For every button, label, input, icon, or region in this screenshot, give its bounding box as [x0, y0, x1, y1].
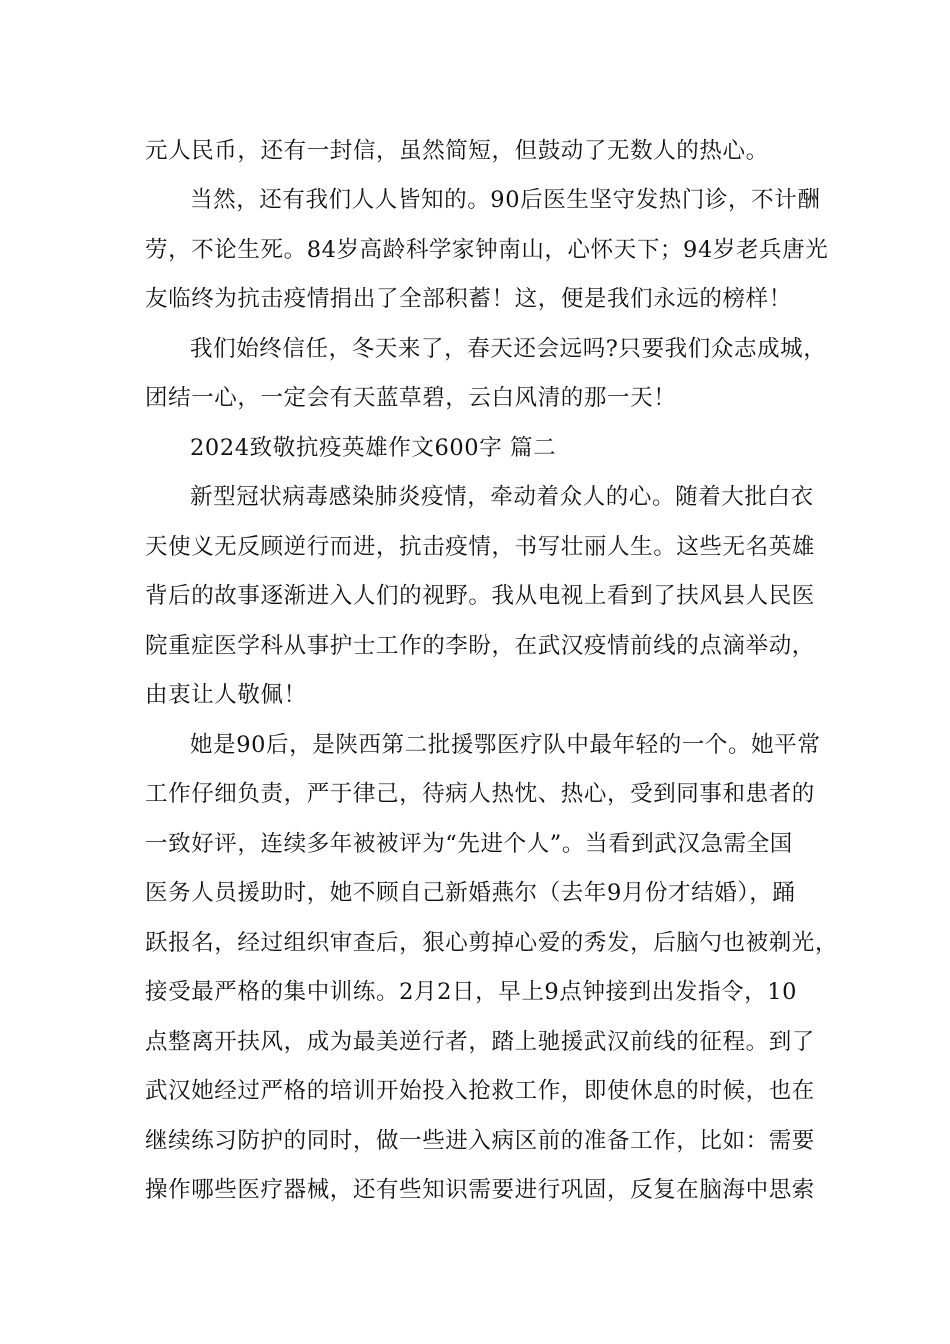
text-line: 接受最严格的集中训练。2月2日，早上9点钟接到出发指令，10 — [145, 979, 798, 1005]
text-line: 元人民币，还有一封信，虽然简短，但鼓动了无数人的热心。 — [145, 138, 769, 164]
text-line: 继续练习防护的同时，做一些进入病区前的准备工作，比如：需要 — [145, 1128, 815, 1154]
text-line: 操作哪些医疗器械，还有些知识需要进行巩固，反复在脑海中思索 — [145, 1177, 815, 1203]
text-line: 由衷让人敬佩！ — [145, 682, 307, 708]
text-line: 友临终为抗击疫情捐出了全部积蓄！这，便是我们永远的榜样！ — [145, 286, 792, 312]
text-line: 新型冠状病毒感染肺炎疫情，牵动着众人的心。随着大批白衣 — [190, 484, 814, 510]
text-line: 我们始终信任，冬天来了，春天还会远吗?只要我们众志成城， — [190, 336, 827, 362]
text-line: 院重症医学科从事护士工作的李盼，在武汉疫情前线的点滴举动， — [145, 633, 815, 659]
text-line: 医务人员援助时，她不顾自己新婚燕尔（去年9月份才结婚），踊 — [145, 880, 796, 906]
section-heading: 2024致敬抗疫英雄作文600字 篇二 — [190, 435, 557, 461]
text-line: 她是90后，是陕西第二批援鄂医疗队中最年轻的一个。她平常 — [190, 732, 821, 758]
text-line: 当然，还有我们人人皆知的。90后医生坚守发热门诊，不计酬 — [190, 187, 821, 213]
text-line: 背后的故事逐渐进入人们的视野。我从电视上看到了扶风县人民医 — [145, 583, 815, 609]
text-line: 点整离开扶风，成为最美逆行者，踏上驰援武汉前线的征程。到了 — [145, 1029, 815, 1055]
text-line: 武汉她经过严格的培训开始投入抢救工作，即使休息的时候，也在 — [145, 1078, 815, 1104]
text-line: 团结一心，一定会有天蓝草碧，云白风清的那一天！ — [145, 385, 677, 411]
text-line: 天使义无反顾逆行而进，抗击疫情，书写壮丽人生。这些无名英雄 — [145, 534, 815, 560]
text-line: 跃报名，经过组织审查后，狠心剪掉心爱的秀发，后脑勺也被剃光， — [145, 930, 839, 956]
text-line: 工作仔细负责，严于律己，待病人热忱、热心，受到同事和患者的 — [145, 781, 815, 807]
text-line: 劳，不论生死。84岁高龄科学家钟南山，心怀天下；94岁老兵唐光 — [145, 237, 829, 263]
text-line: 一致好评，连续多年被被评为“先进个人”。当看到武汉急需全国 — [145, 831, 793, 857]
